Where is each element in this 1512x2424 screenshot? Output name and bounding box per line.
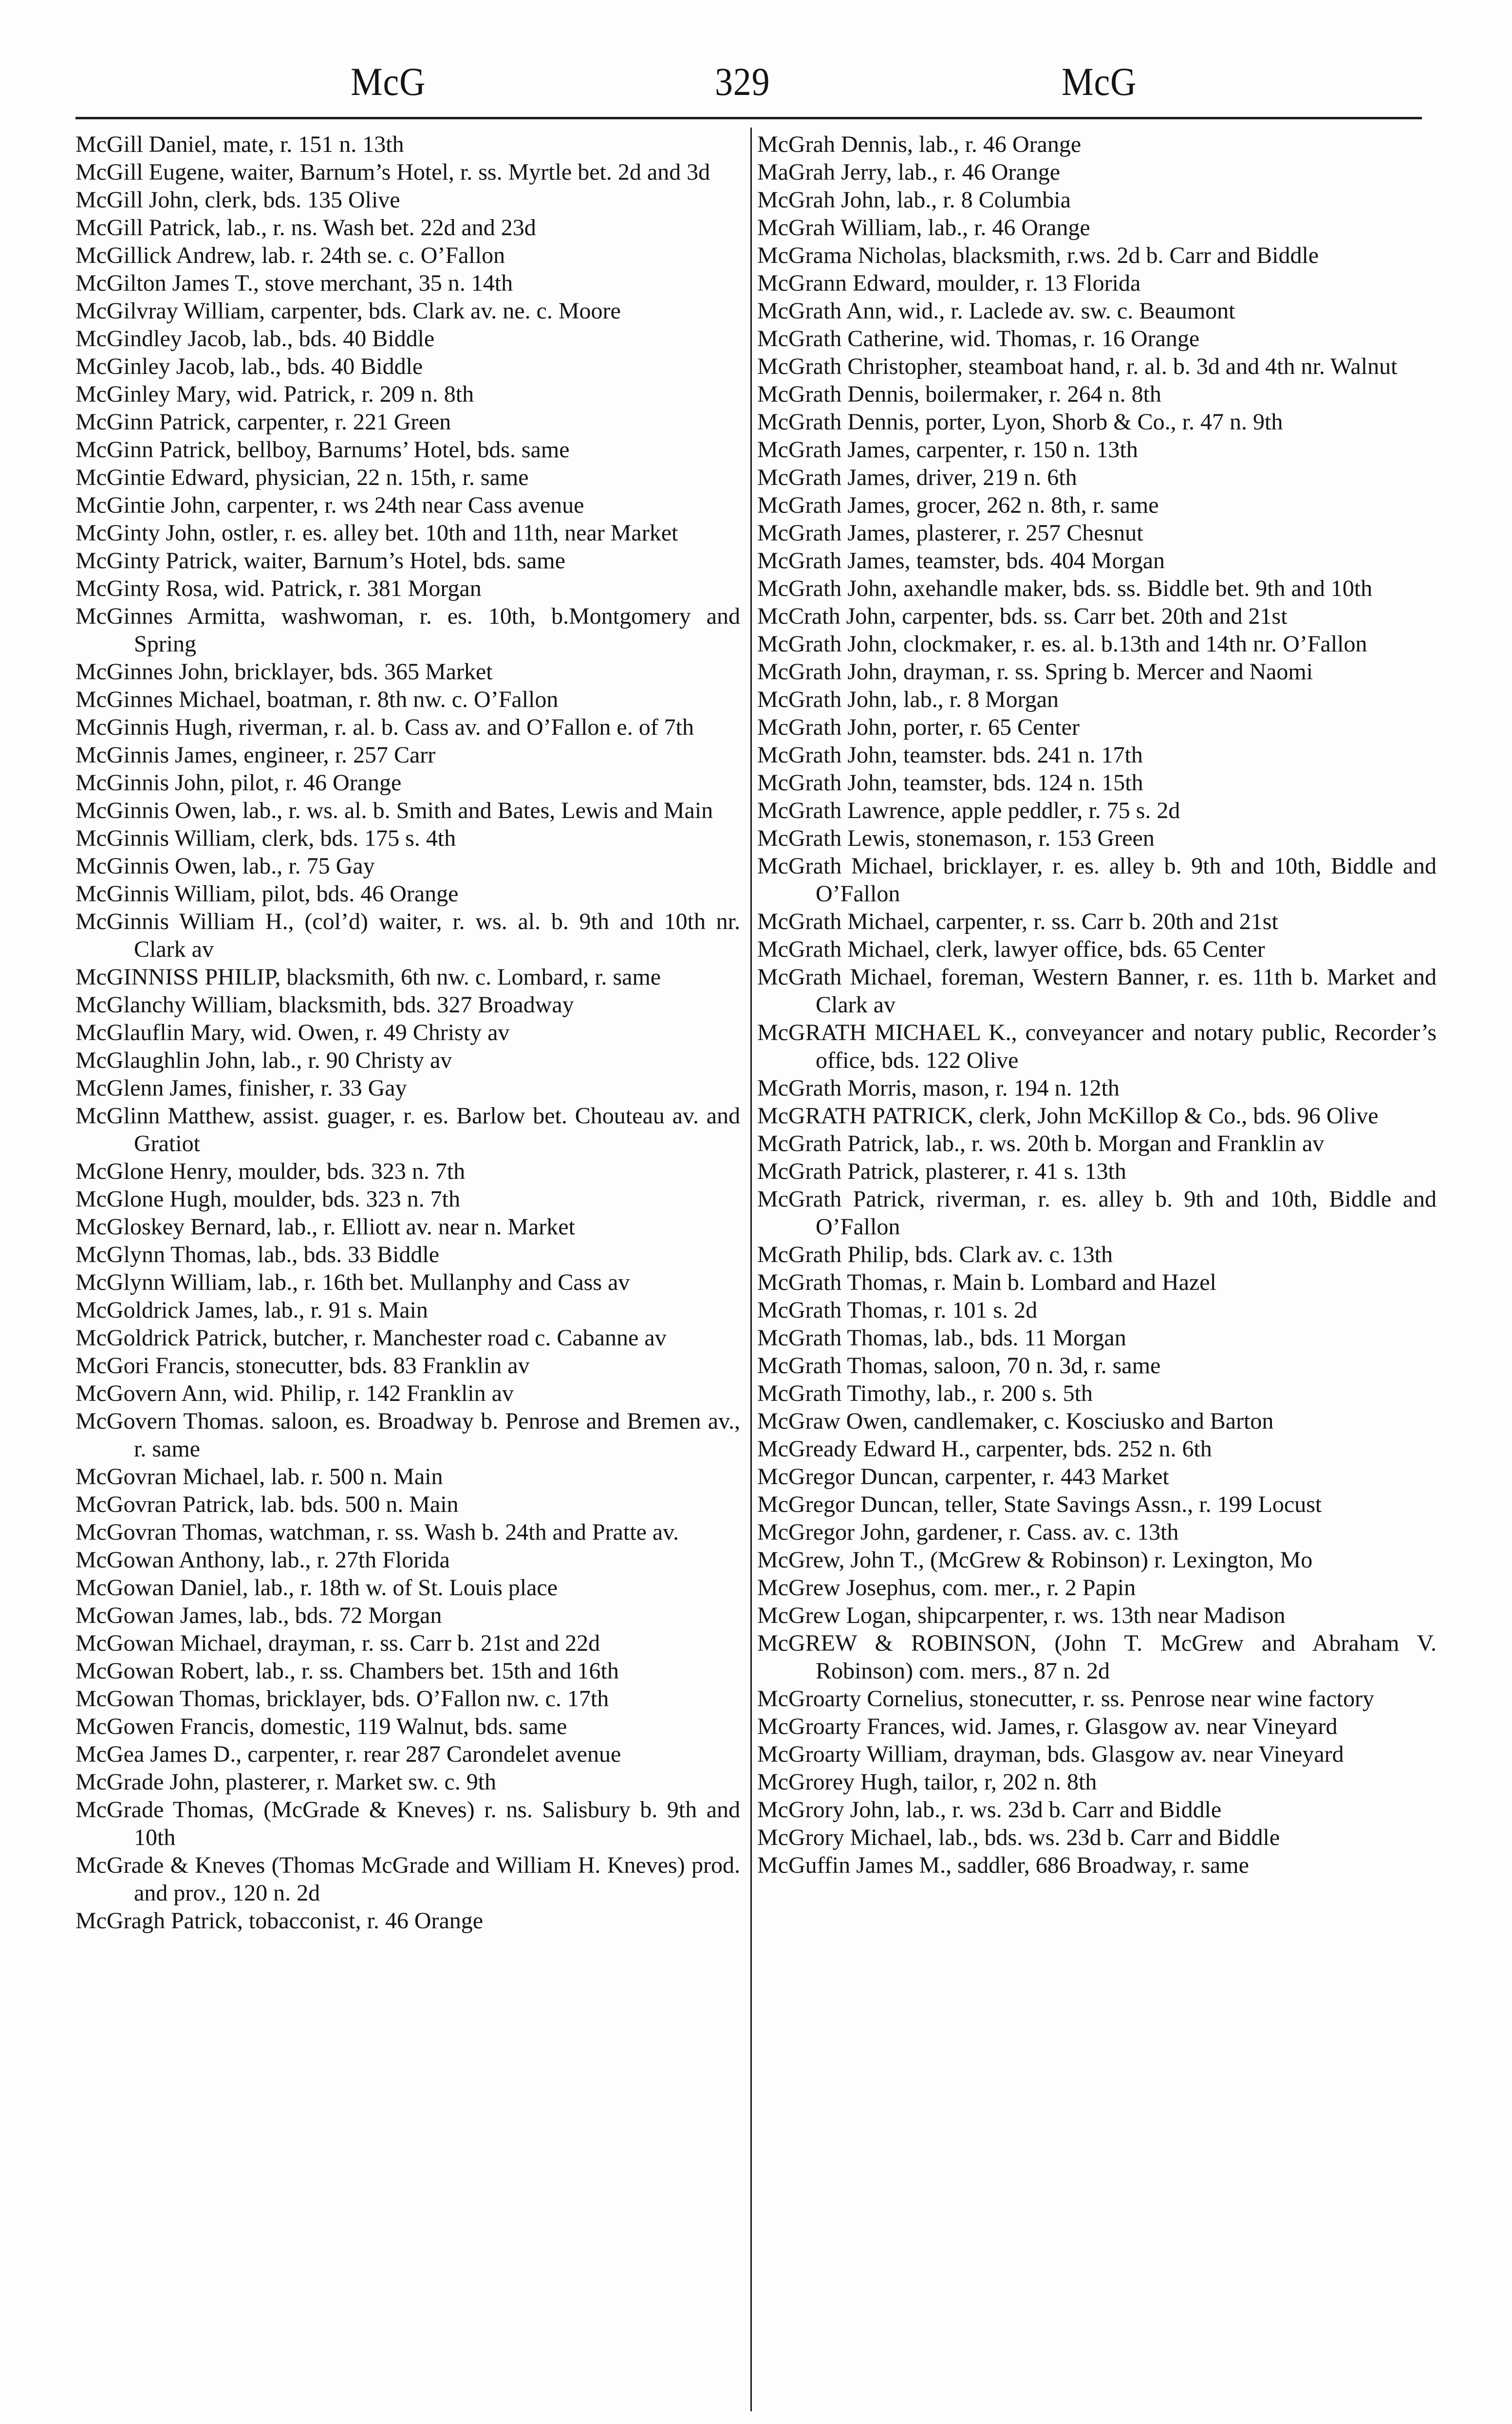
directory-entry: McGlynn Thomas, lab., bds. 33 Biddle xyxy=(75,1242,440,1268)
directory-entry: McGrath James, teamster, bds. 404 Morgan xyxy=(757,548,1165,574)
directory-entry: McGoldrick Patrick, butcher, r. Manchester road c. Cabanne av xyxy=(75,1325,667,1351)
directory-entry: McGlanchy William, blacksmith, bds. 327 Broadway xyxy=(75,992,574,1018)
directory-entry: McGrath Christopher, steamboat hand, r. al. b. 3d and 4th nr. Walnut xyxy=(757,354,1398,379)
directory-entry: McGovern Thomas. saloon, es. Broadway b. Penrose and Bremen av., r. same xyxy=(75,1408,740,1462)
directory-entry: McGowan Thomas, bricklayer, bds. O’Fallon nw. c. 17th xyxy=(75,1686,609,1712)
directory-entry: McGrah William, lab., r. 46 Orange xyxy=(757,215,1090,241)
directory-entry: McGrath Lawrence, apple peddler, r. 75 s. 2d xyxy=(757,798,1180,823)
directory-entry: McGuffin James M., saddler, 686 Broadway, r. same xyxy=(757,1852,1249,1878)
directory-entry: McGea James D., carpenter, r. rear 287 Carondelet avenue xyxy=(75,1741,621,1767)
directory-entry: McGlynn William, lab., r. 16th bet. Mullanphy and Cass av xyxy=(75,1269,630,1295)
directory-entry: McGrew, John T., (McGrew & Robinson) r. Lexington, Mo xyxy=(757,1547,1313,1573)
directory-entry: McGrath Michael, foreman, Western Banner, r. es. 11th b. Market and Clark av xyxy=(757,964,1437,1018)
directory-entry: McGrath John, lab., r. 8 Morgan xyxy=(757,687,1059,712)
directory-entry: McGrath Patrick, plasterer, r. 41 s. 13th xyxy=(757,1158,1126,1184)
directory-entry: McGrath Morris, mason, r. 194 n. 12th xyxy=(757,1075,1120,1101)
directory-entry: McGroarty Frances, wid. James, r. Glasgow av. near Vineyard xyxy=(757,1714,1338,1739)
directory-entry: McGinty Rosa, wid. Patrick, r. 381 Morgan xyxy=(75,576,482,601)
directory-entry: McGlone Henry, moulder, bds. 323 n. 7th xyxy=(75,1158,466,1184)
directory-entry: McGrath Lewis, stonemason, r. 153 Green xyxy=(757,825,1155,851)
directory-entry: McGori Francis, stonecutter, bds. 83 Franklin av xyxy=(75,1353,530,1379)
directory-entry: McGinnis Hugh, riverman, r. al. b. Cass av. and O’Fallon e. of 7th xyxy=(75,714,694,740)
directory-entry: McGintie Edward, physician, 22 n. 15th, r. same xyxy=(75,465,529,490)
directory-entry: McGroarty William, drayman, bds. Glasgow av. near Vineyard xyxy=(757,1741,1344,1767)
directory-entry: McGrath James, carpenter, r. 150 n. 13th xyxy=(757,437,1138,463)
directory-entry: McGrade John, plasterer, r. Market sw. c. 9th xyxy=(75,1769,497,1795)
directory-entry: McGoldrick James, lab., r. 91 s. Main xyxy=(75,1297,428,1323)
directory-entry: McGRATH MICHAEL K., conveyancer and notary public, Recorder’s office, bds. 122 Olive xyxy=(757,1020,1437,1073)
directory-entry: McGrath Catherine, wid. Thomas, r. 16 Orange xyxy=(757,326,1200,352)
directory-entry: McGowan Robert, lab., r. ss. Chambers bet. 15th and 16th xyxy=(75,1658,619,1684)
directory-entry: McGrath James, grocer, 262 n. 8th, r. same xyxy=(757,492,1159,518)
directory-entry: McGrath John, clockmaker, r. es. al. b.13th and 14th nr. O’Fallon xyxy=(757,631,1367,657)
directory-entry: McGinn Patrick, bellboy, Barnums’ Hotel, bds. same xyxy=(75,437,570,463)
directory-entry: McGrama Nicholas, blacksmith, r.ws. 2d b. Carr and Biddle xyxy=(757,242,1319,268)
directory-entry: McGowan Michael, drayman, r. ss. Carr b. 21st and 22d xyxy=(75,1630,600,1656)
directory-entry: McGrath John, axehandle maker, bds. ss. Biddle bet. 9th and 10th xyxy=(757,576,1373,601)
directory-entry: McGrade Thomas, (McGrade & Kneves) r. ns. Salisbury b. 9th and 10th xyxy=(75,1797,740,1850)
directory-entry: McGrath Thomas, lab., bds. 11 Morgan xyxy=(757,1325,1126,1351)
directory-entry: McGrath Timothy, lab., r. 200 s. 5th xyxy=(757,1380,1093,1406)
directory-entry: McGinley Mary, wid. Patrick, r. 209 n. 8th xyxy=(75,381,474,407)
directory-entry: McGregor Duncan, teller, State Savings Assn., r. 199 Locust xyxy=(757,1492,1322,1517)
directory-entry: McGragh Patrick, tobacconist, r. 46 Orange xyxy=(75,1908,484,1934)
directory-entry: McGREW & ROBINSON, (John T. McGrew and Abraham V. Robinson) com. mers., 87 n. 2d xyxy=(757,1630,1437,1684)
directory-entry: McGowan Daniel, lab., r. 18th w. of St. Louis place xyxy=(75,1575,558,1601)
directory-entry: McGilton James T., stove merchant, 35 n. 14th xyxy=(75,270,513,296)
directory-entry: McGrath Thomas, r. Main b. Lombard and Hazel xyxy=(757,1269,1216,1295)
directory-entry: McGrath Dennis, porter, Lyon, Shorb & Co., r. 47 n. 9th xyxy=(757,409,1283,435)
directory-entry: McGinty John, ostler, r. es. alley bet. 10th and 11th, near Market xyxy=(75,520,678,546)
directory-entry: McGindley Jacob, lab., bds. 40 Biddle xyxy=(75,326,435,352)
directory-entry: McGrah Dennis, lab., r. 46 Orange xyxy=(757,131,1082,157)
directory-entry: McGinn Patrick, carpenter, r. 221 Green xyxy=(75,409,451,435)
directory-entry: McGinnis William, pilot, bds. 46 Orange xyxy=(75,881,459,907)
running-head-right: McG xyxy=(1062,59,1137,104)
directory-entry: McGill Eugene, waiter, Barnum’s Hotel, r. ss. Myrtle bet. 2d and 3d xyxy=(75,159,710,185)
directory-entry: McCrath John, carpenter, bds. ss. Carr bet. 20th and 21st xyxy=(757,603,1288,629)
directory-entry: McGinty Patrick, waiter, Barnum’s Hotel, bds. same xyxy=(75,548,565,574)
directory-entry: McGrath Patrick, lab., r. ws. 20th b. Morgan and Franklin av xyxy=(757,1131,1325,1156)
directory-entry: McGowen Francis, domestic, 119 Walnut, bds. same xyxy=(75,1714,567,1739)
directory-entry: McGowan Anthony, lab., r. 27th Florida xyxy=(75,1547,450,1573)
directory-entry: McGrann Edward, moulder, r. 13 Florida xyxy=(757,270,1141,296)
directory-entry: MaGrah Jerry, lab., r. 46 Orange xyxy=(757,159,1061,185)
directory-entry: McGrath Dennis, boilermaker, r. 264 n. 8th xyxy=(757,381,1161,407)
column-divider xyxy=(750,128,752,2411)
directory-entry: McGowan James, lab., bds. 72 Morgan xyxy=(75,1603,442,1628)
directory-entry: McGrah John, lab., r. 8 Columbia xyxy=(757,187,1071,213)
directory-entry: McGilvray William, carpenter, bds. Clark av. ne. c. Moore xyxy=(75,298,621,324)
page-number: 329 xyxy=(715,59,770,104)
directory-entry: McGinnes John, bricklayer, bds. 365 Market xyxy=(75,659,493,685)
directory-entry: McGrath James, plasterer, r. 257 Chesnut xyxy=(757,520,1143,546)
directory-entry: McGinnis James, engineer, r. 257 Carr xyxy=(75,742,436,768)
directory-entry: McGrath John, teamster. bds. 241 n. 17th xyxy=(757,742,1143,768)
directory-entry: McGovran Thomas, watchman, r. ss. Wash b. 24th and Pratte av. xyxy=(75,1519,679,1545)
directory-entry: McGill Patrick, lab., r. ns. Wash bet. 22d and 23d xyxy=(75,215,536,241)
directory-entry: McGrath John, porter, r. 65 Center xyxy=(757,714,1080,740)
directory-entry: McGlaughlin John, lab., r. 90 Christy av xyxy=(75,1047,452,1073)
directory-entry: McGrath John, teamster, bds. 124 n. 15th xyxy=(757,770,1143,796)
directory-column-left xyxy=(75,131,740,1935)
directory-entry: McGrath Michael, carpenter, r. ss. Carr b. 20th and 21st xyxy=(757,909,1278,934)
directory-entry: McGraw Owen, candlemaker, c. Kosciusko and Barton xyxy=(757,1408,1274,1434)
directory-entry: McGovran Patrick, lab. bds. 500 n. Main xyxy=(75,1492,459,1517)
directory-entry: McGill John, clerk, bds. 135 Olive xyxy=(75,187,400,213)
directory-column-right xyxy=(757,131,1437,1879)
directory-entry: McGillick Andrew, lab. r. 24th se. c. O’Fallon xyxy=(75,242,505,268)
directory-entry: McGinnis Owen, lab., r. 75 Gay xyxy=(75,853,375,879)
directory-entry: McGill Daniel, mate, r. 151 n. 13th xyxy=(75,131,404,157)
directory-entry: McGinnis Owen, lab., r. ws. al. b. Smith and Bates, Lewis and Main xyxy=(75,798,713,823)
directory-entry: McGintie John, carpenter, r. ws 24th near Cass avenue xyxy=(75,492,584,518)
directory-entry: McGlauflin Mary, wid. Owen, r. 49 Christy av xyxy=(75,1020,510,1045)
directory-entry: McGrory John, lab., r. ws. 23d b. Carr and Biddle xyxy=(757,1797,1222,1823)
directory-entry: McGlinn Matthew, assist. guager, r. es. Barlow bet. Chouteau av. and Gratiot xyxy=(75,1103,740,1156)
directory-entry: McGinnes Armitta, washwoman, r. es. 10th, b.Montgomery and Spring xyxy=(75,603,740,657)
directory-entry: McGroarty Cornelius, stonecutter, r. ss. Penrose near wine factory xyxy=(757,1686,1375,1712)
directory-entry: McGregor John, gardener, r. Cass. av. c. 13th xyxy=(757,1519,1179,1545)
directory-entry: McGRATH PATRICK, clerk, John McKillop & Co., bds. 96 Olive xyxy=(757,1103,1379,1129)
directory-entry: McGrath Thomas, saloon, 70 n. 3d, r. same xyxy=(757,1353,1161,1379)
directory-entry: McGrorey Hugh, tailor, r, 202 n. 8th xyxy=(757,1769,1097,1795)
directory-entry: McGrath Ann, wid., r. Laclede av. sw. c. Beaumont xyxy=(757,298,1235,324)
directory-entry: McGovern Ann, wid. Philip, r. 142 Franklin av xyxy=(75,1380,514,1406)
directory-entry: McGinnis William, clerk, bds. 175 s. 4th xyxy=(75,825,456,851)
directory-entry: McGloskey Bernard, lab., r. Elliott av. near n. Market xyxy=(75,1214,575,1240)
directory-entry: McGrath John, drayman, r. ss. Spring b. Mercer and Naomi xyxy=(757,659,1313,685)
directory-entry: McGrath Thomas, r. 101 s. 2d xyxy=(757,1297,1038,1323)
running-head-left: McG xyxy=(351,59,426,104)
header-rule xyxy=(75,117,1422,119)
directory-entry: McGlone Hugh, moulder, bds. 323 n. 7th xyxy=(75,1186,461,1212)
directory-entry: McGrath Philip, bds. Clark av. c. 13th xyxy=(757,1242,1113,1268)
directory-entry: McGinnes Michael, boatman, r. 8th nw. c. O’Fallon xyxy=(75,687,559,712)
directory-entry: McGINNISS PHILIP, blacksmith, 6th nw. c. Lombard, r. same xyxy=(75,964,661,990)
directory-entry: McGovran Michael, lab. r. 500 n. Main xyxy=(75,1464,443,1490)
directory-entry: McGrew Josephus, com. mer., r. 2 Papin xyxy=(757,1575,1136,1601)
directory-entry: McGrath Patrick, riverman, r. es. alley b. 9th and 10th, Biddle and O’Fallon xyxy=(757,1186,1437,1240)
directory-entry: McGrath Michael, clerk, lawyer office, bds. 65 Center xyxy=(757,936,1265,962)
directory-entry: McGready Edward H., carpenter, bds. 252 n. 6th xyxy=(757,1436,1212,1462)
directory-entry: McGrath James, driver, 219 n. 6th xyxy=(757,465,1077,490)
directory-entry: McGinnis William H., (col’d) waiter, r. ws. al. b. 9th and 10th nr. Clark av xyxy=(75,909,740,962)
directory-entry: McGinnis John, pilot, r. 46 Orange xyxy=(75,770,402,796)
directory-entry: McGrade & Kneves (Thomas McGrade and William H. Kneves) prod. and prov., 120 n. 2d xyxy=(75,1852,740,1906)
directory-entry: McGregor Duncan, carpenter, r. 443 Market xyxy=(757,1464,1169,1490)
directory-entry: McGrew Logan, shipcarpenter, r. ws. 13th near Madison xyxy=(757,1603,1286,1628)
directory-entry: McGlenn James, finisher, r. 33 Gay xyxy=(75,1075,407,1101)
directory-entry: McGinley Jacob, lab., bds. 40 Biddle xyxy=(75,354,423,379)
directory-entry: McGrath Michael, bricklayer, r. es. alley b. 9th and 10th, Biddle and O’Fallon xyxy=(757,853,1437,907)
directory-entry: McGrory Michael, lab., bds. ws. 23d b. Carr and Biddle xyxy=(757,1825,1280,1850)
